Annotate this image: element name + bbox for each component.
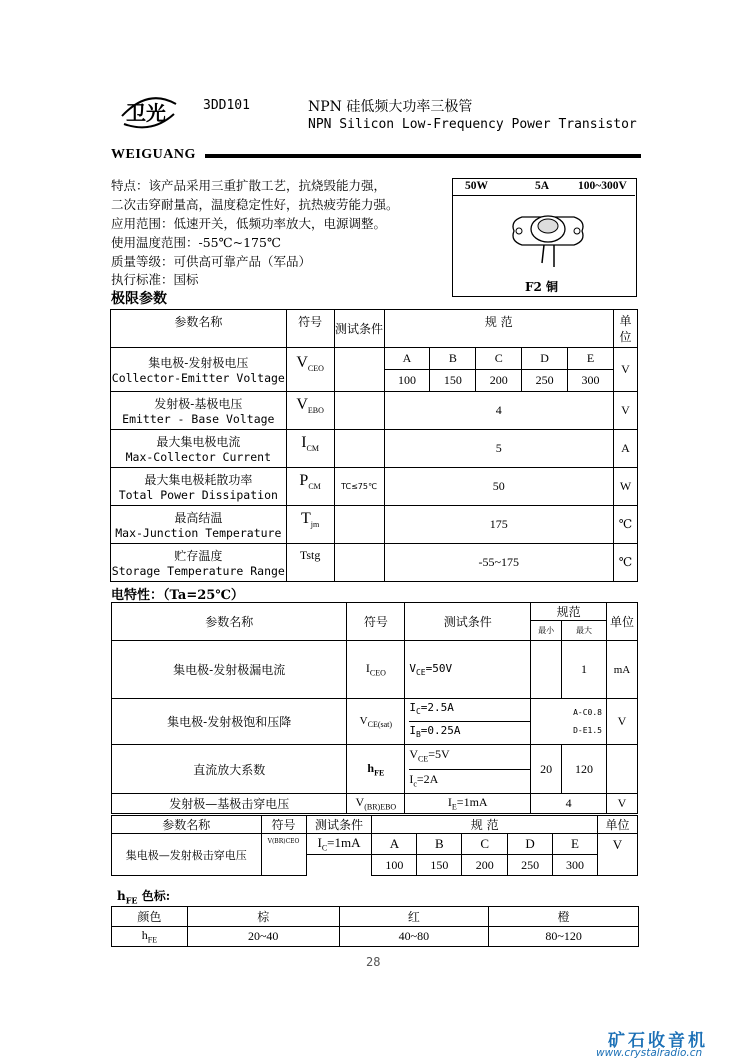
package-power: 50W bbox=[465, 180, 488, 192]
param-cell: 集电极-发射极漏电流 bbox=[112, 641, 347, 699]
svg-text:卫光: 卫光 bbox=[126, 101, 166, 125]
electrical-table bbox=[111, 602, 638, 814]
unit-cell: A bbox=[613, 430, 637, 468]
symbol-cell: $V_{(BR)EBO}$ bbox=[347, 794, 405, 814]
header-max: 最大 bbox=[562, 621, 607, 641]
package-current: 5A bbox=[535, 180, 550, 192]
feature-line: 质量等级：可供高可靠产品（军品） bbox=[111, 254, 312, 269]
param-cell: 集电极-发射极饱和压降 bbox=[112, 699, 347, 745]
label-color: 颜色 bbox=[112, 907, 188, 927]
package-box bbox=[452, 178, 637, 297]
unit-cell: V bbox=[613, 348, 637, 392]
unit-cell: V bbox=[597, 834, 637, 876]
header-unit: 单位 bbox=[597, 816, 637, 834]
brand-name: WEIGUANG bbox=[111, 147, 196, 162]
value-cell: 150 bbox=[417, 855, 462, 876]
param-cell: 发射极—基极击穿电压 bbox=[112, 794, 347, 814]
feature-line: 二次击穿耐量高，温度稳定性好，抗热疲劳能力强。 bbox=[111, 197, 399, 212]
watermark-title: 矿石收音机 bbox=[608, 1031, 708, 1051]
watermark-url: www.crystalradio.cn bbox=[596, 1047, 703, 1059]
unit-cell: mA bbox=[607, 641, 638, 699]
breakdown-header-row bbox=[112, 816, 638, 834]
color-cell: 橙 bbox=[489, 907, 639, 927]
max-cell: 120 bbox=[562, 745, 607, 794]
table-row bbox=[112, 794, 638, 814]
to3-package-drawing bbox=[508, 207, 588, 273]
title-english: NPN Silicon Low-Frequency Power Transistor bbox=[308, 117, 637, 132]
unit-cell: ℃ bbox=[613, 506, 637, 544]
value-cell: 175 bbox=[384, 506, 613, 544]
value-cell: 150 bbox=[430, 370, 476, 392]
header-unit: 单位 bbox=[613, 310, 637, 348]
table-row bbox=[111, 506, 638, 544]
range-cell: 80~120 bbox=[489, 927, 639, 947]
symbol-cell: $V_{CE(sat)}$ bbox=[347, 699, 405, 745]
range-cell: 40~80 bbox=[339, 927, 489, 947]
grade-cell: B bbox=[430, 348, 476, 370]
symbol-cell: $T_{jm}$ bbox=[286, 506, 334, 544]
param-cell: 集电极—发射极击穿电压 bbox=[112, 834, 262, 876]
symbol-cell: $h_{FE}$ bbox=[347, 745, 405, 794]
header-spec: 规 范 bbox=[384, 310, 613, 348]
header-test: 测试条件 bbox=[306, 816, 372, 834]
section-title-electrical: 电特性：（Ta=25℃） bbox=[111, 588, 244, 603]
value-cell: 100 bbox=[384, 370, 430, 392]
header-symbol: 符号 bbox=[347, 603, 405, 641]
header-test: 测试条件 bbox=[405, 603, 531, 641]
range-cell: 20~40 bbox=[187, 927, 339, 947]
weiguang-logo bbox=[118, 94, 180, 130]
table-row bbox=[112, 745, 638, 794]
title-chinese: NPN 硅低频大功率三极管 bbox=[308, 99, 473, 115]
header-spec: 规 范 bbox=[372, 816, 598, 834]
value-cell: 200 bbox=[476, 370, 522, 392]
table-row bbox=[112, 834, 638, 855]
header-min: 最小 bbox=[531, 621, 562, 641]
header-param: 参数名称 bbox=[112, 816, 262, 834]
header-symbol: 符号 bbox=[286, 310, 334, 348]
table-row bbox=[112, 699, 638, 745]
param-cell: 最大集电极耗散功率 Total Power Dissipation bbox=[111, 468, 287, 506]
spec-cell: A-C0.8 D-E1.5 bbox=[531, 699, 607, 745]
limits-header-row bbox=[111, 310, 638, 348]
test-cell: $I_C=2.5A$ $I_B=0.25A$ bbox=[405, 699, 531, 745]
unit-cell: V bbox=[607, 794, 638, 814]
unit-cell: W bbox=[613, 468, 637, 506]
test-cell: $I_E=1mA$ bbox=[405, 794, 531, 814]
table-row bbox=[111, 392, 638, 430]
min-cell: 20 bbox=[531, 745, 562, 794]
test-cell: TC≤75℃ bbox=[334, 468, 384, 506]
min-cell bbox=[531, 641, 562, 699]
package-label: F2 铜 bbox=[525, 280, 559, 294]
table-row bbox=[111, 468, 638, 506]
value-cell: 250 bbox=[522, 370, 568, 392]
hfe-color-table bbox=[111, 906, 639, 947]
table-row bbox=[112, 927, 639, 947]
package-ratings bbox=[453, 179, 635, 196]
value-cell: 4 bbox=[531, 794, 607, 814]
test-cell: $I_C=1mA$ bbox=[306, 834, 372, 855]
value-cell: 4 bbox=[384, 392, 613, 430]
header-symbol: 符号 bbox=[261, 816, 306, 834]
value-cell: 5 bbox=[384, 430, 613, 468]
table-row bbox=[112, 641, 638, 699]
feature-line: 使用温度范围：-55℃~175℃ bbox=[111, 235, 281, 250]
grade-cell: D bbox=[522, 348, 568, 370]
test-cell-empty bbox=[306, 855, 372, 876]
symbol-cell: $P_{CM}$ bbox=[286, 468, 334, 506]
feature-line: 特点：该产品采用三重扩散工艺，抗烧毁能力强， bbox=[111, 178, 387, 193]
value-cell: 300 bbox=[568, 370, 614, 392]
param-cell: 最大集电极电流 Max-Collector Current bbox=[111, 430, 287, 468]
grade-cell: E bbox=[568, 348, 614, 370]
unit-cell: V bbox=[607, 699, 638, 745]
color-cell: 红 bbox=[339, 907, 489, 927]
value-cell: 50 bbox=[384, 468, 613, 506]
value-cell: 300 bbox=[553, 855, 598, 876]
max-cell: 1 bbox=[562, 641, 607, 699]
table-row bbox=[111, 544, 638, 582]
test-cell bbox=[334, 430, 384, 468]
test-cell bbox=[334, 544, 384, 582]
page-number: 28 bbox=[366, 955, 381, 969]
grade-cell: A bbox=[384, 348, 430, 370]
value-cell: 250 bbox=[508, 855, 553, 876]
test-cell: $V_{CE}=50V$ bbox=[405, 641, 531, 699]
unit-cell: ℃ bbox=[613, 544, 637, 582]
header-param: 参数名称 bbox=[112, 603, 347, 641]
grade-cell: C bbox=[462, 834, 508, 855]
value-cell: 100 bbox=[372, 855, 417, 876]
table-row bbox=[111, 348, 638, 370]
symbol-cell: $I_{CEO}$ bbox=[347, 641, 405, 699]
grade-cell: B bbox=[417, 834, 462, 855]
color-cell: 棕 bbox=[187, 907, 339, 927]
symbol-cell: Tstg bbox=[286, 544, 334, 582]
unit-cell bbox=[607, 745, 638, 794]
value-cell: -55~175 bbox=[384, 544, 613, 582]
electrical-header-row bbox=[112, 603, 638, 621]
table-row bbox=[111, 430, 638, 468]
test-cell: $V_{CE}=5V$ $I_c=2A$ bbox=[405, 745, 531, 794]
test-cell bbox=[334, 348, 384, 392]
label-hfe: $h_{FE}$ bbox=[112, 927, 188, 947]
grade-cell: D bbox=[508, 834, 553, 855]
package-voltage: 100~300V bbox=[578, 180, 627, 192]
limits-table bbox=[110, 309, 638, 582]
grade-cell: E bbox=[553, 834, 598, 855]
feature-line: 执行标准：国标 bbox=[111, 272, 199, 287]
header-spec: 规范 bbox=[531, 603, 607, 621]
param-cell: 发射极-基极电压 Emitter - Base Voltage bbox=[111, 392, 287, 430]
value-cell: 200 bbox=[462, 855, 508, 876]
feature-line: 应用范围：低速开关，低频功率放大，电源调整。 bbox=[111, 216, 387, 231]
param-cell: 直流放大系数 bbox=[112, 745, 347, 794]
test-cell bbox=[334, 392, 384, 430]
symbol-cell: $V_{EBO}$ bbox=[286, 392, 334, 430]
header-unit: 单位 bbox=[607, 603, 638, 641]
symbol-cell: V(BR)CEO bbox=[261, 834, 306, 876]
symbol-cell: $V_{CEO}$ bbox=[286, 348, 334, 392]
grade-cell: A bbox=[372, 834, 417, 855]
model-number: 3DD101 bbox=[203, 98, 250, 113]
symbol-cell: $I_{CM}$ bbox=[286, 430, 334, 468]
param-cell: 最高结温 Max-Junction Temperature bbox=[111, 506, 287, 544]
header-rule bbox=[205, 154, 641, 158]
header-test: 测试条件 bbox=[334, 310, 384, 348]
header-param: 参数名称 bbox=[111, 310, 287, 348]
test-cell bbox=[334, 506, 384, 544]
table-row bbox=[112, 907, 639, 927]
param-cell: 贮存温度 Storage Temperature Range bbox=[111, 544, 287, 582]
param-cell: 集电极-发射极电压 Collector-Emitter Voltage bbox=[111, 348, 287, 392]
unit-cell: V bbox=[613, 392, 637, 430]
breakdown-table bbox=[111, 815, 638, 876]
grade-cell: C bbox=[476, 348, 522, 370]
section-title-limits: 极限参数 bbox=[111, 291, 167, 307]
section-title-hfe: $h_{FE}$ 色标: bbox=[117, 889, 171, 906]
